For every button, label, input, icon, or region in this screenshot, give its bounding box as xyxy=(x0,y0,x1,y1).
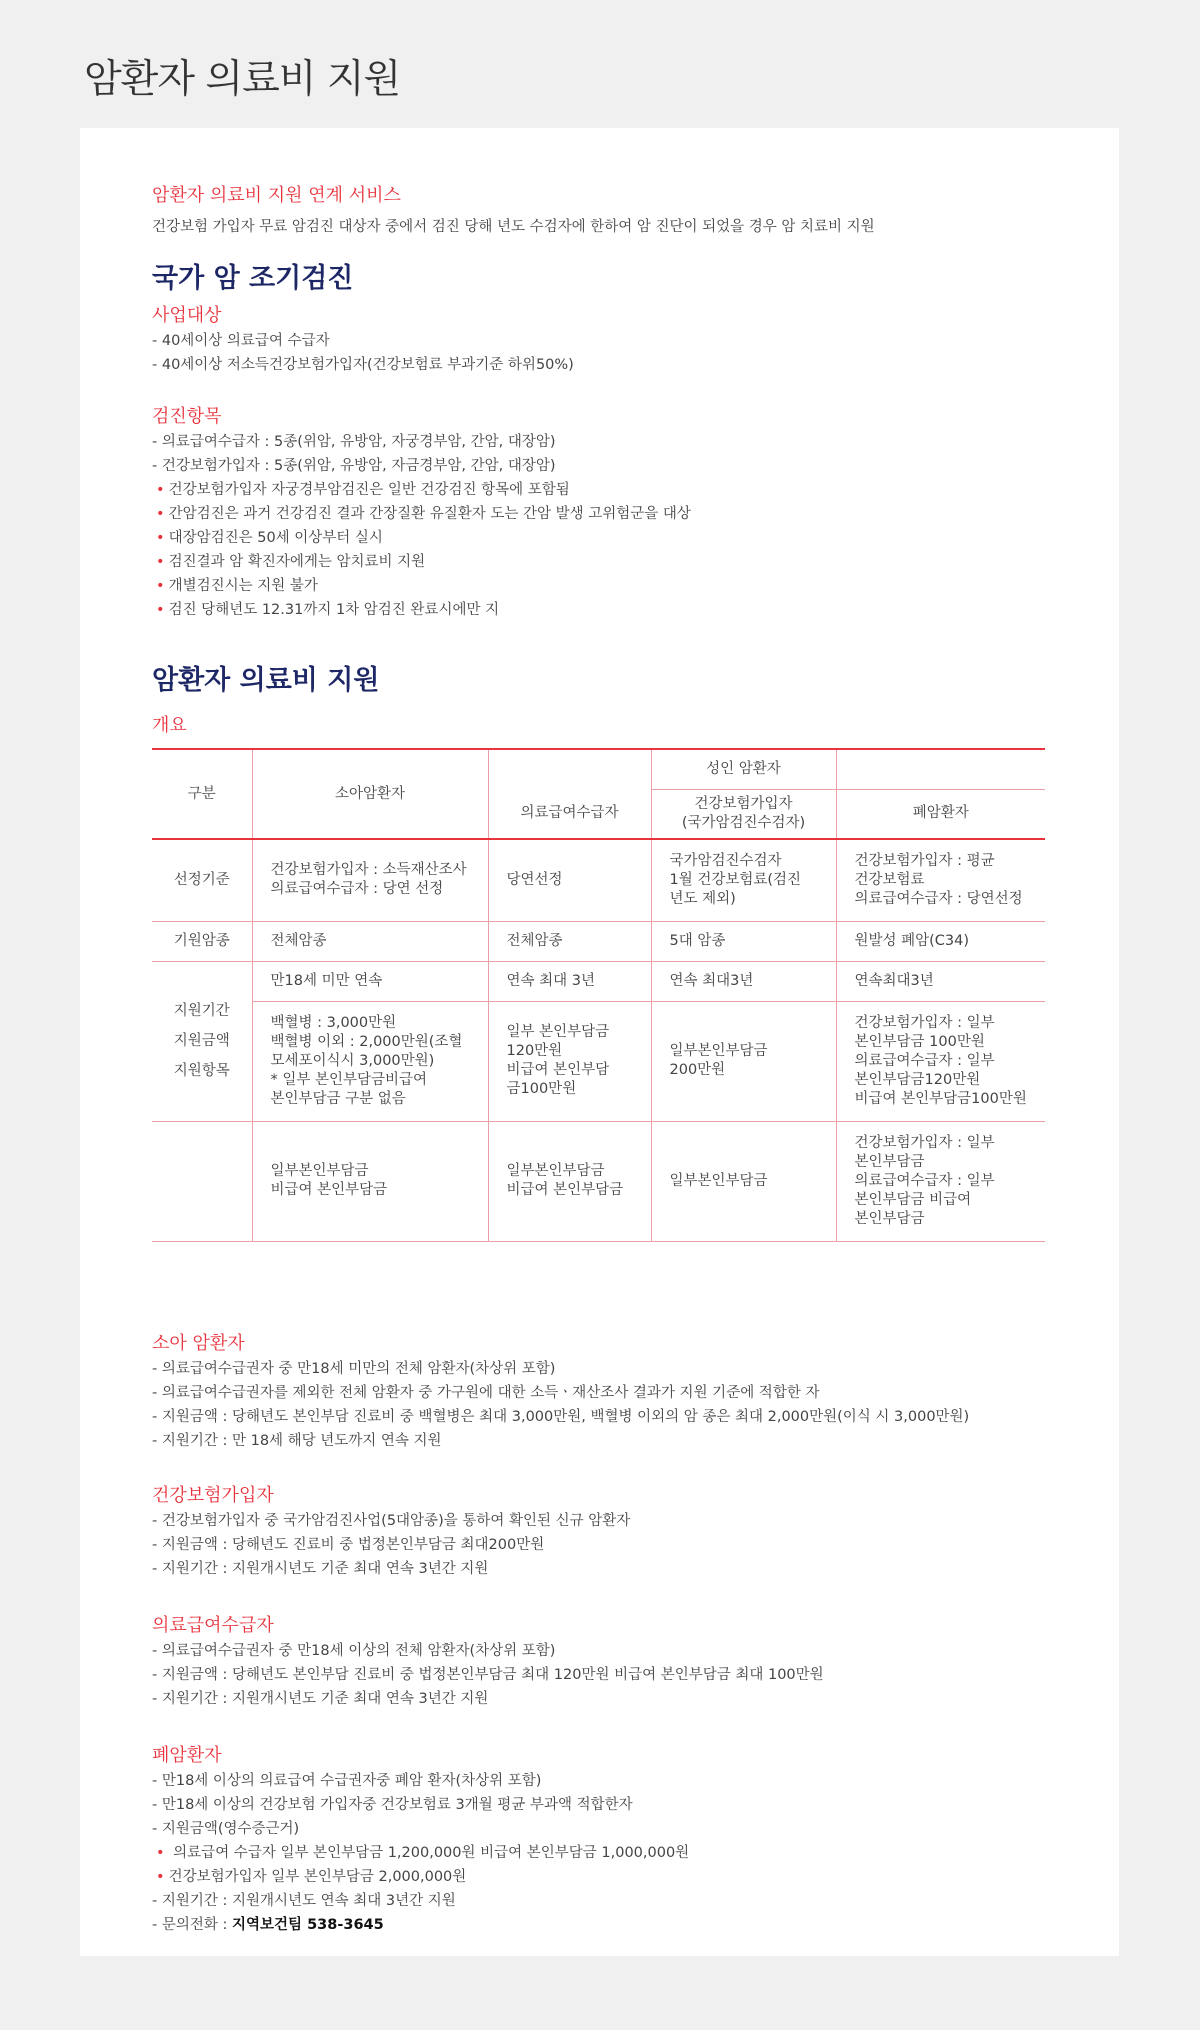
row-label xyxy=(152,1121,252,1241)
child-heading: 소아 암환자 xyxy=(152,1333,245,1354)
merged-label: 지원기간 xyxy=(173,1003,230,1019)
row-label: 기원암종 xyxy=(152,921,252,961)
contact-value: 지역보건팀 538-3645 xyxy=(231,1917,384,1933)
child-line: - 지원기간 : 만 18세 해당 년도까지 연속 지원 xyxy=(152,1433,442,1449)
medical-line: - 지원기간 : 지원개시년도 기준 최대 연속 3년간 지원 xyxy=(152,1691,489,1707)
contact-label: - 문의전화 : xyxy=(152,1917,232,1933)
cell-lung: 건강보험가입자 : 평균 건강보험료 의료급여수급자 : 당연선정 xyxy=(836,839,1045,921)
cell-insured: 일부본인부담금 200만원 xyxy=(651,1001,836,1121)
target-heading: 사업대상 xyxy=(152,305,222,326)
lung-line: - 만18세 이상의 의료급여 수급권자중 폐암 환자(차상위 포함) xyxy=(152,1773,542,1789)
page-title: 암환자 의료비 지원 xyxy=(84,57,401,102)
lung-line: - 지원금액(영수증근거) xyxy=(152,1821,300,1837)
header-division: 구분 xyxy=(152,749,252,839)
cell-lung: 원발성 폐암(C34) xyxy=(836,921,1045,961)
items-bullet xyxy=(152,478,691,502)
bullet-dot-icon: • xyxy=(156,1869,165,1885)
cell-insured: 5대 암종 xyxy=(651,921,836,961)
lung-line: - 만18세 이상의 건강보험 가입자중 건강보험료 3개월 평균 부과액 적합한자 xyxy=(152,1797,633,1813)
bullet-dot-icon: • xyxy=(156,506,165,522)
bullet-text: 개별검진시는 지원 불가 xyxy=(168,578,318,594)
bullet-text: 간암검진은 과거 건강검진 결과 간장질환 유질환자 도는 간암 발생 고위험군을 대상 xyxy=(168,506,691,522)
cell-medical: 연속 최대 3년 xyxy=(488,961,651,1001)
lung-heading: 폐암환자 xyxy=(152,1745,222,1766)
cell-child: 전체암종 xyxy=(252,921,488,961)
header-empty xyxy=(488,749,651,789)
cell-medical: 일부본인부담금 비급여 본인부담금 xyxy=(488,1121,651,1241)
contact-line xyxy=(152,1913,689,1937)
screening-title: 국가 암 조기검진 xyxy=(152,263,354,294)
child-line: - 지원금액 : 당해년도 본인부담 진료비 중 백혈병은 최대 3,000만원, 백혈병 이외의 암 종은 최대 2,000만원(이식 시 3,000만원) xyxy=(152,1409,970,1425)
cell-lung: 건강보험가입자 : 일부 본인부담금 의료급여수급자 : 일부 본인부담금 비급여 본인부담금 xyxy=(836,1121,1045,1241)
cell-medical: 일부 본인부담금 120만원 비급여 본인부담 금100만원 xyxy=(488,1001,651,1121)
merged-label: 지원금액 xyxy=(173,1033,230,1049)
header-child: 소아암환자 xyxy=(252,749,488,839)
medical-line: - 지원금액 : 당해년도 본인부담 진료비 중 법정본인부담금 최대 120만원 비급여 본인부담금 최대 100만원 xyxy=(152,1667,824,1683)
medical-heading: 의료급여수급자 xyxy=(152,1615,274,1636)
row-label: 선정기준 xyxy=(152,839,252,921)
items-bullet xyxy=(152,574,691,598)
header-lung: 폐암환자 xyxy=(836,789,1045,839)
bullet-text: 대장암검진은 50세 이상부터 실시 xyxy=(168,530,383,546)
lung-bullet xyxy=(152,1841,689,1865)
cell-insured: 국가암검진수검자 1월 건강보험료(검진 년도 제외) xyxy=(651,839,836,921)
bullet-text: 건강보험가입자 일부 본인부담금 2,000,000원 xyxy=(168,1869,467,1885)
merged-label: 지원항목 xyxy=(173,1063,230,1079)
items-bullet xyxy=(152,598,691,622)
items-bullet xyxy=(152,526,691,550)
cell-medical: 전체암종 xyxy=(488,921,651,961)
intro-text: 건강보험 가입자 무료 암검진 대상자 중에서 검진 당해 년도 수검자에 한하여 암 진단이 되었을 경우 암 치료비 지원 xyxy=(152,219,875,235)
lung-period: - 지원기간 : 지원개시년도 연속 최대 3년간 지원 xyxy=(152,1893,456,1909)
items-bullet xyxy=(152,502,691,526)
cell-child: 만18세 미만 연속 xyxy=(252,961,488,1001)
cell-insured: 일부본인부담금 xyxy=(651,1121,836,1241)
cell-lung: 건강보험가입자 : 일부 본인부담금 100만원 의료급여수급자 : 일부 본인부담금120만원 비급여 본인부담금100만원 xyxy=(836,1001,1045,1121)
cell-lung: 연속최대3년 xyxy=(836,961,1045,1001)
content-card xyxy=(80,128,1119,1956)
items-line: - 건강보험가입자 : 5종(위암, 유방암, 자금경부암, 간암, 대장암) xyxy=(152,458,556,474)
target-line: - 40세이상 의료급여 수급자 xyxy=(152,333,330,349)
header-insured: 건강보험가입자 (국가암검진수검자) xyxy=(651,789,836,839)
child-line: - 의료급여수급권자를 제외한 전체 암환자 중 가구원에 대한 소득ㆍ재산조사 결과가 지원 기준에 적합한 자 xyxy=(152,1385,820,1401)
insured-heading: 건강보험가입자 xyxy=(152,1485,274,1506)
bullet-dot-icon: • xyxy=(156,578,165,594)
child-line: - 의료급여수급권자 중 만18세 미만의 전체 암환자(차상위 포함) xyxy=(152,1361,556,1377)
bullet-dot-icon: • xyxy=(156,530,165,546)
cell-child: 백혈병 : 3,000만원 백혈병 이외 : 2,000만원(조혈 모세포이식시 3,000만원) * 일부 본인부담금비급여 본인부담금 구분 없음 xyxy=(252,1001,488,1121)
bullet-dot-icon: • xyxy=(156,602,165,618)
bullet-text: 건강보험가입자 자궁경부암검진은 일반 건강검진 항목에 포함됨 xyxy=(168,482,570,498)
target-line: - 40세이상 저소득건강보험가입자(건강보험료 부과기준 하위50%) xyxy=(152,357,574,373)
items-line: - 의료급여수급자 : 5종(위암, 유방암, 자궁경부암, 간암, 대장암) xyxy=(152,434,556,450)
cell-child: 일부본인부담금 비급여 본인부담금 xyxy=(252,1121,488,1241)
medical-line: - 의료급여수급권자 중 만18세 이상의 전체 암환자(차상위 포함) xyxy=(152,1643,556,1659)
intro-heading: 암환자 의료비 지원 연계 서비스 xyxy=(152,185,401,206)
bullet-dot-icon: • xyxy=(156,554,165,570)
insured-line: - 지원기간 : 지원개시년도 기준 최대 연속 3년간 지원 xyxy=(152,1561,489,1577)
cell-child: 건강보험가입자 : 소득재산조사 의료급여수급자 : 당연 선정 xyxy=(252,839,488,921)
cell-insured: 연속 최대3년 xyxy=(651,961,836,1001)
overview-table xyxy=(152,748,1045,1242)
items-heading: 검진항목 xyxy=(152,406,222,427)
items-bullet xyxy=(152,550,691,574)
bullet-dot-icon: • xyxy=(156,1845,165,1861)
support-title: 암환자 의료비 지원 xyxy=(152,665,380,696)
merged-labels-cell xyxy=(152,961,252,1121)
cell-medical: 당연선정 xyxy=(488,839,651,921)
bullet-dot-icon: • xyxy=(156,482,165,498)
insured-line: - 건강보험가입자 중 국가암검진사업(5대암종)을 통하여 확인된 신규 암환자 xyxy=(152,1513,631,1529)
bullet-text: 의료급여 수급자 일부 본인부담금 1,200,000원 비급여 본인부담금 1,000,000원 xyxy=(168,1845,690,1861)
lung-bullet xyxy=(152,1865,689,1889)
insured-line: - 지원금액 : 당해년도 진료비 중 법정본인부담금 최대200만원 xyxy=(152,1537,545,1553)
header-adult: 성인 암환자 xyxy=(651,749,836,789)
bullet-text: 검진 당해년도 12.31까지 1차 암검진 완료시에만 지 xyxy=(168,602,500,618)
header-empty xyxy=(836,749,1045,789)
overview-heading: 개요 xyxy=(152,715,187,736)
header-medical: 의료급여수급자 xyxy=(488,789,651,839)
bullet-text: 검진결과 암 확진자에게는 암치료비 지원 xyxy=(168,554,426,570)
